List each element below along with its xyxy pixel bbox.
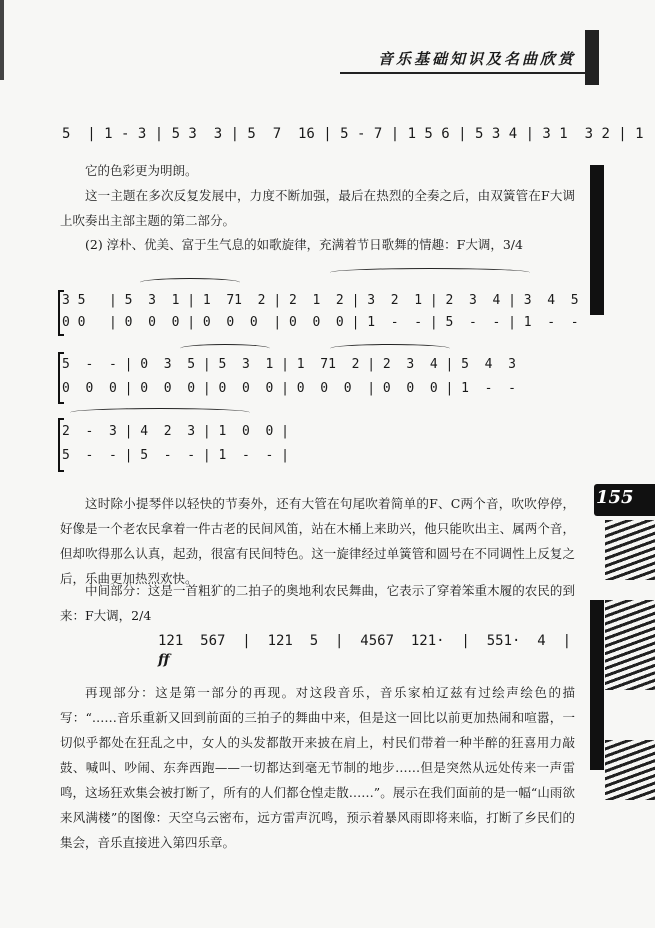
header-rule — [340, 72, 585, 74]
page-edge-mark — [0, 0, 4, 80]
staff-1-lower: 0 0 | 0 0 0 | 0 0 0 | 0 0 0 | 1 - - | 5 - - | 1 - - — [62, 315, 579, 330]
dynamic-marking: ff — [158, 652, 170, 668]
slur — [330, 344, 450, 353]
paragraph-2: 这一主题在多次反复发展中，力度不断加强，最后在热烈的全奏之后，由双簧管在F大调上吹奏出主部主题的第二部分。 — [60, 188, 575, 228]
staff-1-upper: 3 5 | 5 3 1 | 1 71 2 | 2 1 2 | 3 2 1 | 2 3 4 | 3 4 5 — [62, 293, 579, 308]
edge-hatch-1 — [605, 520, 655, 580]
slur — [140, 278, 240, 287]
slur — [330, 268, 530, 277]
margin-bar-top — [590, 165, 604, 315]
edge-hatch-3 — [605, 740, 655, 800]
staff-3-lower: 5 - - | 5 - - | 1 - - | — [62, 448, 289, 463]
paragraph-1: 它的色彩更为明朗。 — [85, 163, 198, 178]
slur — [180, 344, 270, 353]
score-line-1: 5 | 1 - 3 | 5 3 3 | 5 7 16 | 5 - 7 | 1 5 6 | 5 3 4 | 3 1 3 2 | 1 — [62, 126, 644, 142]
paragraph-6: 再现部分：这是第一部分的再现。对这段音乐，音乐家柏辽兹有过绘声绘色的描写：“……音乐重新又回到前面的三拍子的舞曲中来，但是这一回比以前更加热闹和喧嚣，一切似乎都处在狂乱之中，女人的头发都散开来披在肩上，村民们带着一种半醉的狂喜用力敲鼓、喊叫、吵闹、东奔西跑——一切都达到毫无节制的地步……但是突然从远处传来一声雷鸣，这场狂欢集会被打断了，所有的人们都仓惶走散……”。展示在我们面前的是一幅“山雨欲来风满楼”的图像：天空乌云密布，远方雷声沉鸣，预示着暴风雨即将来临，打断了乡民们的集会，音乐直接进入第四乐章。 — [60, 685, 575, 850]
paragraph-3: (2) 淳朴、优美、富于生气息的如歌旋律，充满着节日歌舞的情趣：F大调，3/4 — [85, 237, 523, 252]
margin-bar-bottom — [590, 600, 604, 770]
edge-hatch-2 — [605, 600, 655, 690]
staff-3-upper: 2 - 3 | 4 2 3 | 1 0 0 | — [62, 424, 289, 439]
slur — [70, 408, 250, 417]
running-header-title: 音乐基础知识及名曲欣赏 — [378, 50, 577, 68]
score-line-2: 121 567 | 121 5 | 4567 121· | 551· 4 | — [158, 633, 572, 649]
header-corner-bar — [585, 30, 599, 85]
staff-2-upper: 5 - - | 0 3 5 | 5 3 1 | 1 71 2 | 2 3 4 | 5 4 3 — [62, 357, 516, 372]
page-number: 155 — [596, 487, 634, 508]
paragraph-5: 中间部分：这是一首粗犷的二拍子的奥地利农民舞曲，它表示了穿着笨重木履的农民的到来：F大调，2/4 — [60, 583, 575, 623]
staff-2-lower: 0 0 0 | 0 0 0 | 0 0 0 | 0 0 0 | 0 0 0 | 1 - - — [62, 381, 516, 396]
paragraph-4: 这时除小提琴伴以轻快的节奏外，还有大管在句尾吹着简单的F、C两个音，吹吹停停，好像是一个老农民拿着一件古老的民间风笛，站在木桶上来助兴，他只能吹出主、属两个音，但却吹得那么认真，起劲，很富有民间特色。这一旋律经过单簧管和圆号在不同调性上反复之后，乐曲更加热烈欢快。 — [60, 496, 575, 586]
